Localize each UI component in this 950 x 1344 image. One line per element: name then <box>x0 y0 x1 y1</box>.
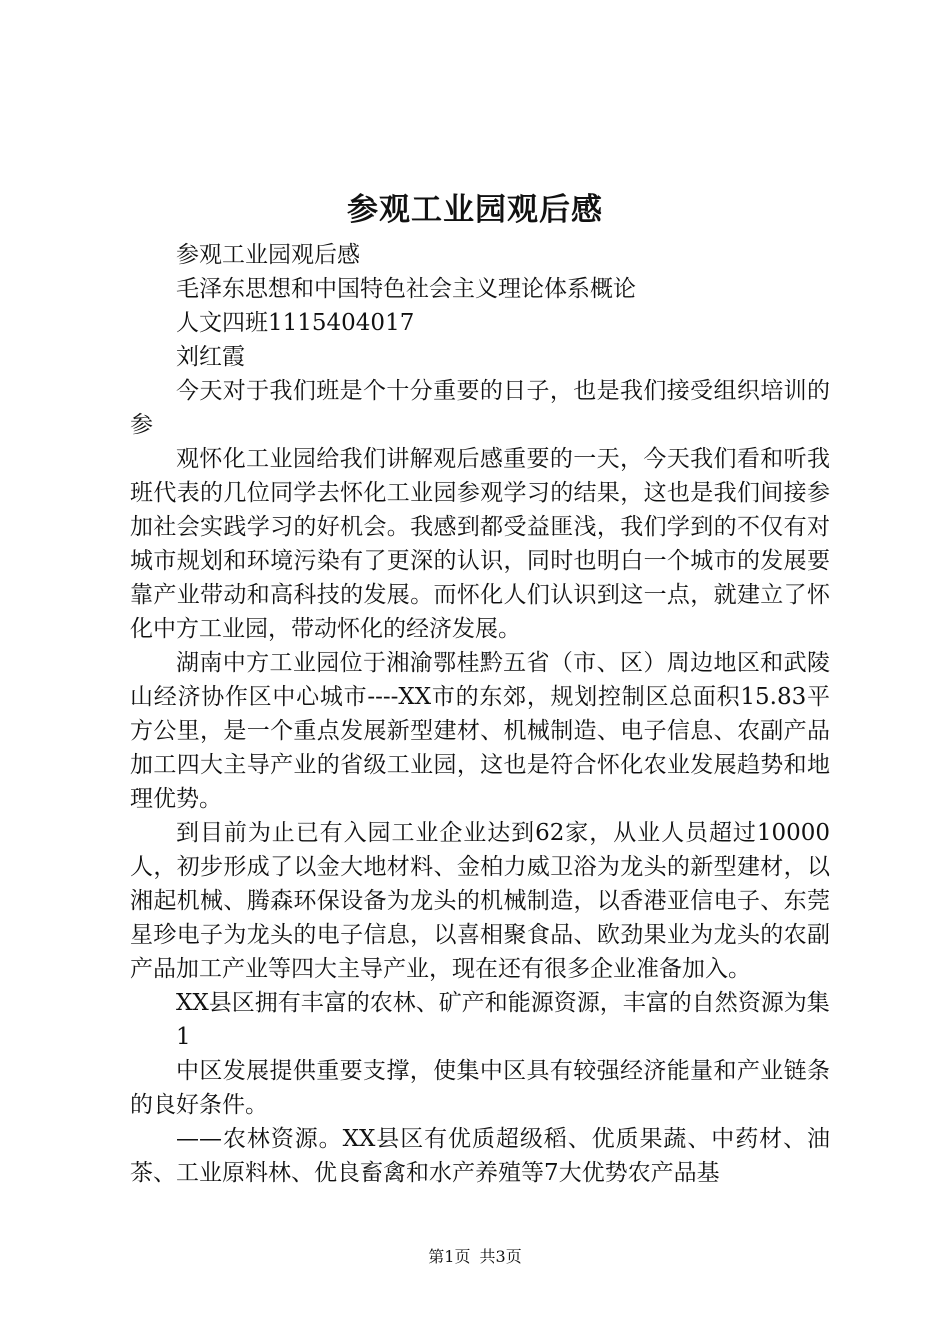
footer-page-total: 共3页 <box>479 1247 522 1266</box>
paragraph: 湖南中方工业园位于湘渝鄂桂黔五省（市、区）周边地区和武陵山经济协作区中心城市----XX市的东郊，规划控制区总面积15.83平方公里，是一个重点发展新型建材、机械制造、电子信息、农副产品加工四大主导产业的省级工业园，这也是符合怀化农业发展趋势和地理优势。 <box>130 650 830 812</box>
footer-page-number: 第1页 <box>428 1247 471 1266</box>
paragraph: 毛泽东思想和中国特色社会主义理论体系概论 <box>176 276 636 302</box>
paragraph: 中区发展提供重要支撑，使集中区具有较强经济能量和产业链条的良好条件。 <box>130 1058 830 1118</box>
inline-page-number: 1 <box>176 1024 191 1050</box>
document-title: 参观工业园观后感 <box>347 192 603 228</box>
paragraph: 参观工业园观后感 <box>176 242 360 268</box>
page-footer <box>0 1244 950 1267</box>
paragraph: XX县区拥有丰富的农林、矿产和能源资源，丰富的自然资源为集 <box>176 990 830 1016</box>
paragraph: 人文四班1115404017 <box>176 310 415 336</box>
paragraph: ——农林资源。XX县区有优质超级稻、优质果蔬、中药材、油茶、工业原料林、优良畜禽和水产养殖等7大优势农产品基 <box>130 1126 830 1186</box>
paragraph: 观怀化工业园给我们讲解观后感重要的一天，今天我们看和听我班代表的几位同学去怀化工业园参观学习的结果，这也是我们间接参加社会实践学习的好机会。我感到都受益匪浅，我们学到的不仅有对城市规划和环境污染有了更深的认识，同时也明白一个城市的发展要靠产业带动和高科技的发展。而怀化人们认识到这一点，就建立了怀化中方工业园，带动怀化的经济发展。 <box>130 446 830 642</box>
document-body <box>130 238 830 1190</box>
paragraph: 刘红霞 <box>176 344 245 370</box>
paragraph: 今天对于我们班是个十分重要的日子，也是我们接受组织培训的参 <box>130 378 830 438</box>
paragraph: 到目前为止已有入园工业企业达到62家，从业人员超过10000人，初步形成了以金大地材料、金柏力威卫浴为龙头的新型建材，以湘起机械、腾森环保设备为龙头的机械制造，以香港亚信电子、东莞星珍电子为龙头的电子信息，以喜相聚食品、欧劲果业为龙头的农副产品加工产业等四大主导产业，现在还有很多企业准备加入。 <box>130 820 830 982</box>
